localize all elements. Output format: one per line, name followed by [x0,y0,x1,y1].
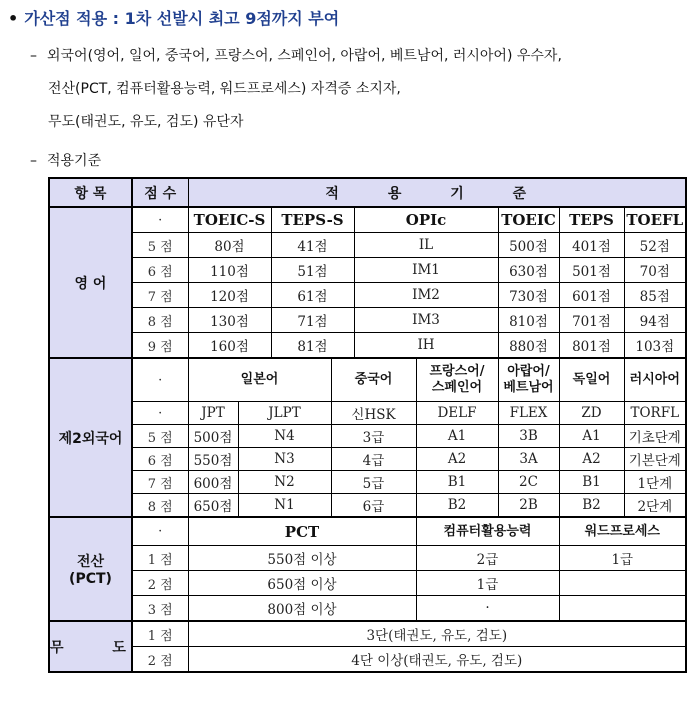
value-cell: N3 [238,448,331,471]
value-cell: 2B [498,494,559,518]
value-cell: 801점 [559,333,624,359]
lang-header: 독일어 [559,358,624,402]
value-cell: A2 [416,448,498,471]
value-cell: 160점 [188,333,271,359]
lang-header: 중국어 [331,358,416,402]
value-cell: 94점 [624,308,686,333]
score-dot: · [132,207,188,233]
intro-line-1: – 외국어(영어, 일어, 중국어, 프랑스어, 스페인어, 아랍어, 베트남어, 러시아어) 우수자, [30,48,562,64]
value-cell: 51점 [271,258,354,283]
value-cell: 61점 [271,283,354,308]
value-cell [559,596,686,622]
criteria-table [48,177,687,673]
intro-line-3: 무도(태권도, 유도, 검도) 유단자 [48,114,244,130]
criteria-label: – 적용기준 [30,153,102,169]
score-cell: 8 점 [132,494,188,518]
second-language-group [49,358,686,517]
value-cell: 80점 [188,233,271,258]
value-cell: 110점 [188,258,271,283]
value-cell: 120점 [188,283,271,308]
value-cell: IM2 [354,283,498,308]
english-group [49,207,686,358]
table-row [49,494,686,518]
score-cell: 8 점 [132,308,188,333]
value-cell: IH [354,333,498,359]
test-header: ZD [559,402,624,425]
value-cell: B2 [559,494,624,518]
test-header: JPT [188,402,238,425]
test-header: DELF [416,402,498,425]
table-row [49,621,686,647]
score-cell: 6 점 [132,258,188,283]
value-cell: 3B [498,425,559,448]
header-criteria: 적 용 기 준 [188,178,686,207]
table-row [49,471,686,494]
value-cell: N2 [238,471,331,494]
score-cell: 2 점 [132,647,188,673]
value-cell: 52점 [624,233,686,258]
second-language-label: 제2외국어 [49,358,132,517]
value-cell: 601점 [559,283,624,308]
test-header: TORFL [624,402,686,425]
value-cell: 401점 [559,233,624,258]
english-header: TEPS [559,207,624,233]
score-dot: · [132,402,188,425]
dash-icon: – [30,48,37,64]
computer-header: 컴퓨터활용능력 [416,517,559,546]
dash-icon: – [30,153,37,169]
lang-header: 프랑스어/ 스페인어 [416,358,498,402]
section-heading [8,6,339,29]
header-score: 점 수 [132,178,188,207]
value-cell: 550점 [188,448,238,471]
english-header: TOEIC [498,207,559,233]
table-row [49,596,686,622]
score-cell: 1 점 [132,546,188,571]
value-cell: 70점 [624,258,686,283]
english-header: OPIc [354,207,498,233]
value-cell: 41점 [271,233,354,258]
value-cell: 5급 [331,471,416,494]
value-cell [559,571,686,596]
value-cell: 71점 [271,308,354,333]
english-header: TOEIC-S [188,207,271,233]
value-cell: 1급 [559,546,686,571]
value-cell: 2C [498,471,559,494]
computer-header: PCT [188,517,416,546]
value-cell: 650점 [188,494,238,518]
value-cell: B1 [559,471,624,494]
value-cell: 500점 [498,233,559,258]
value-cell: N1 [238,494,331,518]
score-cell: 6 점 [132,448,188,471]
value-cell: 630점 [498,258,559,283]
value-cell: 600점 [188,471,238,494]
score-cell: 9 점 [132,333,188,359]
table-row [49,333,686,359]
value-cell: 85점 [624,283,686,308]
value-cell: 3단(태권도, 유도, 검도) [188,621,686,647]
value-cell: 3A [498,448,559,471]
score-dot: · [132,358,188,402]
score-dot: · [132,517,188,546]
value-cell: A1 [559,425,624,448]
value-cell: B1 [416,471,498,494]
value-cell: 기초단계 [624,425,686,448]
value-cell: 6급 [331,494,416,518]
value-cell: 880점 [498,333,559,359]
value-cell: B2 [416,494,498,518]
value-cell: A1 [416,425,498,448]
value-cell: 1급 [416,571,559,596]
value-cell: IL [354,233,498,258]
value-cell: 810점 [498,308,559,333]
value-cell: 550점 이상 [188,546,416,571]
test-header: JLPT [238,402,331,425]
value-cell: IM3 [354,308,498,333]
computer-group [49,517,686,621]
value-cell: 650점 이상 [188,571,416,596]
english-label: 영 어 [49,207,132,358]
table-row [49,571,686,596]
table-row [49,233,686,258]
value-cell: N4 [238,425,331,448]
lang-header: 러시아어 [624,358,686,402]
value-cell: 4단 이상(태권도, 유도, 검도) [188,647,686,673]
value-cell: A2 [559,448,624,471]
english-header: TEPS-S [271,207,354,233]
table-row [49,283,686,308]
intro-line-2: 전산(PCT, 컴퓨터활용능력, 워드프로세스) 자격증 소지자, [48,81,401,97]
table-row [49,546,686,571]
value-cell: 130점 [188,308,271,333]
test-header: 신HSK [331,402,416,425]
score-cell: 5 점 [132,425,188,448]
value-cell: 2급 [416,546,559,571]
value-cell: 730점 [498,283,559,308]
value-cell: 4급 [331,448,416,471]
value-cell: IM1 [354,258,498,283]
value-cell: 501점 [559,258,624,283]
value-cell: 103점 [624,333,686,359]
bullet-icon: • [8,9,19,28]
table-row [49,448,686,471]
value-cell: 701점 [559,308,624,333]
value-cell: 500점 [188,425,238,448]
computer-header: 워드프로세스 [559,517,686,546]
english-header: TOEFL [624,207,686,233]
heading-text: 가산점 적용 : 1차 선발시 최고 9점까지 부여 [24,9,340,28]
header-item: 항 목 [49,178,132,207]
martial-arts-group [49,621,686,672]
value-cell: · [416,596,559,622]
value-cell: 800점 이상 [188,596,416,622]
lang-header: 아랍어/ 베트남어 [498,358,559,402]
table-row [49,308,686,333]
test-header: FLEX [498,402,559,425]
score-cell: 2 점 [132,571,188,596]
martial-arts-label: 무 도 [49,621,132,672]
value-cell: 81점 [271,333,354,359]
score-cell: 1 점 [132,621,188,647]
table-row [49,258,686,283]
lang-header: 일본어 [188,358,331,402]
table-row [49,425,686,448]
computer-label: 전산 (PCT) [49,517,132,621]
value-cell: 1단계 [624,471,686,494]
value-cell: 3급 [331,425,416,448]
value-cell: 2단계 [624,494,686,518]
score-cell: 5 점 [132,233,188,258]
score-cell: 3 점 [132,596,188,622]
score-cell: 7 점 [132,283,188,308]
score-cell: 7 점 [132,471,188,494]
value-cell: 기본단계 [624,448,686,471]
